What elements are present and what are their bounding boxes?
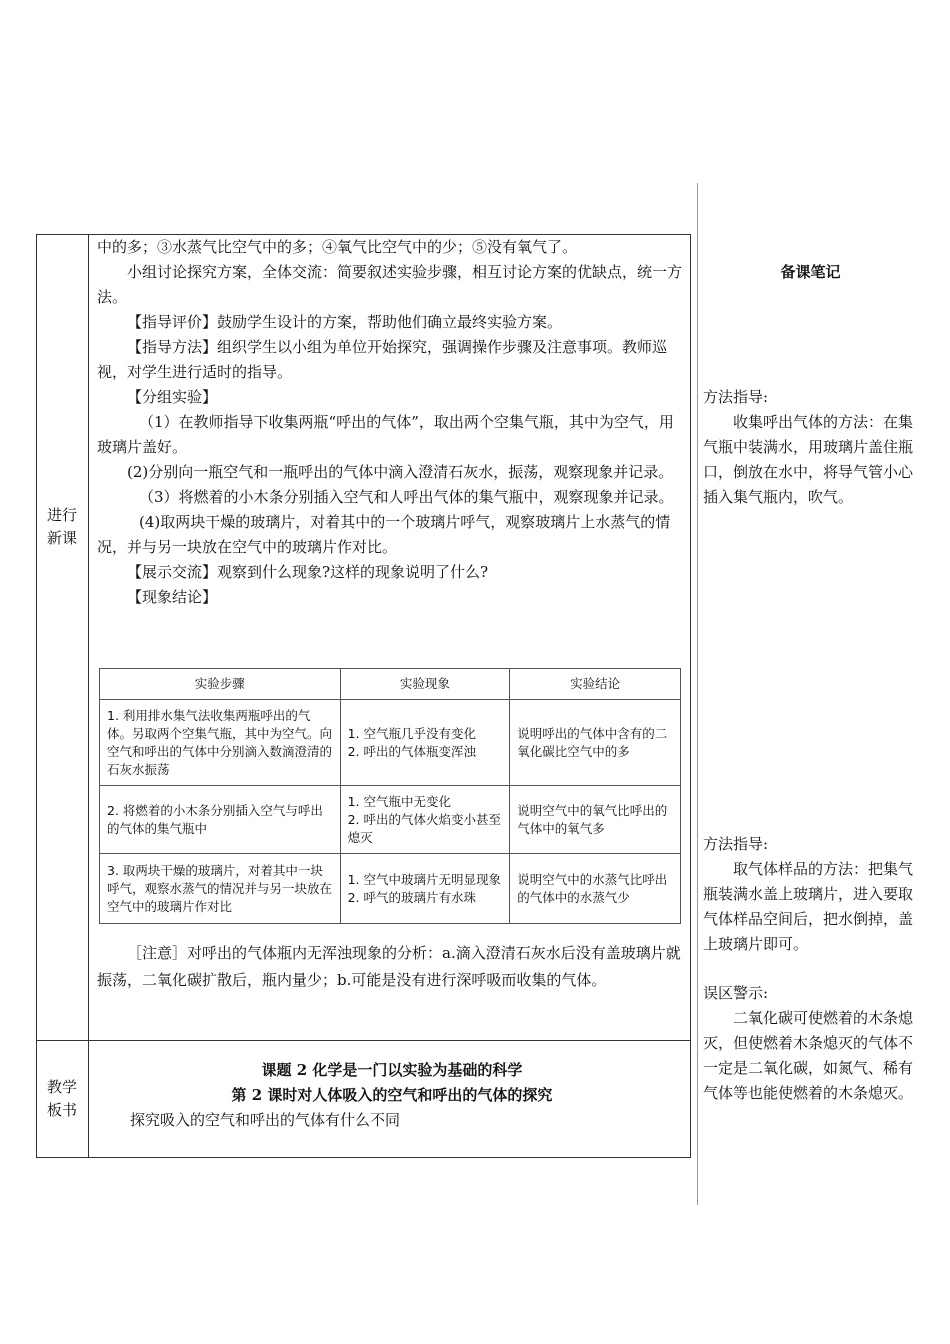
row-label-new-lesson: 进行 新课: [46, 506, 77, 547]
conclusion-cell: 说明呼出的气体中含有的二氧化碳比空气中的多: [510, 700, 681, 786]
paragraph: （1）在教师指导下收集两瓶“呼出的气体”，取出两个空集气瓶，其中为空气，用玻璃片盖好。: [97, 413, 674, 456]
header-phenomena: 实验现象: [340, 669, 510, 700]
paragraph: 【展示交流】观察到什么现象?这样的现象说明了什么?: [127, 563, 489, 581]
board-subtitle: 第 2 课时对人体吸入的空气和呼出的气体的探究: [231, 1086, 553, 1104]
phenomena-cell: [340, 700, 510, 786]
label-column-divider: [88, 234, 89, 1158]
phenomenon-item: 2. 呼气的玻璃片有水珠: [347, 889, 476, 905]
conclusion-cell: 说明空气中的水蒸气比呼出的气体中的水蒸气少: [510, 854, 681, 924]
board-line: 探究吸入的空气和呼出的气体有什么不同: [130, 1111, 401, 1129]
side-method-2: [703, 832, 918, 957]
paragraph: 【指导评价】鼓励学生设计的方案，帮助他们确立最终实验方案。: [127, 313, 563, 331]
table-header-row: [100, 669, 681, 700]
side-notes-title-block: [703, 260, 918, 285]
lesson-content: [97, 235, 687, 610]
side-warning: [703, 981, 918, 1106]
paragraph: 中的多；③水蒸气比空气中的多；④氧气比空气中的少；⑤没有氧气了。: [97, 238, 578, 256]
paragraph: 【分组实验】: [127, 388, 218, 406]
note-section: [97, 940, 687, 994]
header-conclusion: 实验结论: [510, 669, 681, 700]
side-divider-line: [697, 183, 698, 1205]
phenomenon-item: 1. 空气瓶中无变化: [347, 793, 451, 809]
side-body: 二氧化碳可使燃着的木条熄灭，但使燃着木条熄灭的气体不一定是二氧化碳，如氮气、稀有气体等也能使燃着的木条熄灭。: [703, 1009, 914, 1102]
side-heading: 方法指导:: [703, 835, 769, 853]
phenomena-cell: [340, 786, 510, 854]
side-body: 收集呼出气体的方法：在集气瓶中装满水，用玻璃片盖住瓶口，倒放在水中，将导气管小心插入集气瓶内，吹气。: [703, 413, 914, 506]
side-heading: 误区警示:: [703, 984, 769, 1002]
experiment-table: [99, 668, 681, 924]
table-row: [100, 786, 681, 854]
table-row: [100, 700, 681, 786]
phenomena-cell: [340, 854, 510, 924]
paragraph: （3）将燃着的小木条分别插入空气和人呼出气体的集气瓶中，观察现象并记录。: [139, 488, 674, 506]
conclusion-cell: 说明空气中的氧气比呼出的气体中的氧气多: [510, 786, 681, 854]
board-title: 课题 2 化学是一门以实验为基础的科学: [261, 1061, 523, 1079]
side-notes-title: 备课笔记: [780, 263, 841, 281]
row-label-board-writing: 教学 板书: [46, 1078, 77, 1119]
board-writing: [97, 1058, 687, 1133]
table-row: [100, 854, 681, 924]
phenomenon-item: 2. 呼出的气体火焰变小甚至熄灭: [347, 811, 501, 845]
side-heading: 方法指导:: [703, 388, 769, 406]
phenomenon-item: 2. 呼出的气体瓶变浑浊: [347, 743, 476, 759]
step-cell: 3. 取两块干燥的玻璃片，对着其中一块呼气，观察水蒸气的情况并与另一块放在空气中的玻璃片作对比: [100, 854, 341, 924]
step-cell: 2. 将燃着的小木条分别插入空气与呼出的气体的集气瓶中: [100, 786, 341, 854]
header-steps: 实验步骤: [100, 669, 341, 700]
side-body: 取气体样品的方法：把集气瓶装满水盖上玻璃片，进入要取气体样品空间后，把水倒掉，盖上玻璃片即可。: [703, 860, 914, 953]
paragraph: 【现象结论】: [127, 588, 218, 606]
paragraph: (2)分别向一瓶空气和一瓶呼出的气体中滴入澄清石灰水，振荡，观察现象并记录。: [127, 463, 674, 481]
phenomenon-item: 1. 空气中玻璃片无明显现象: [347, 871, 501, 887]
paragraph: (4)取两块干燥的玻璃片，对着其中的一个玻璃片呼气，观察玻璃片上水蒸气的情况，并与另一块放在空气中的玻璃片作对比。: [97, 513, 671, 556]
row-divider: [36, 1040, 691, 1041]
phenomenon-item: 1. 空气瓶几乎没有变化: [347, 725, 476, 741]
side-method-1: [703, 385, 918, 510]
paragraph: 小组讨论探究方案，全体交流：简要叙述实验步骤，相互讨论方案的优缺点，统一方法。: [97, 263, 683, 306]
step-cell: 1. 利用排水集气法收集两瓶呼出的气体。另取两个空集气瓶，其中为空气。向空气和呼出的气体中分别滴入数滴澄清的石灰水振荡: [100, 700, 341, 786]
note-paragraph: ［注意］对呼出的气体瓶内无浑浊现象的分析：a.滴入澄清石灰水后没有盖玻璃片就振荡，二氧化碳扩散后，瓶内量少；b.可能是没有进行深呼吸而收集的气体。: [97, 944, 681, 989]
paragraph: 【指导方法】组织学生以小组为单位开始探究，强调操作步骤及注意事项。教师巡视，对学生进行适时的指导。: [97, 338, 668, 381]
